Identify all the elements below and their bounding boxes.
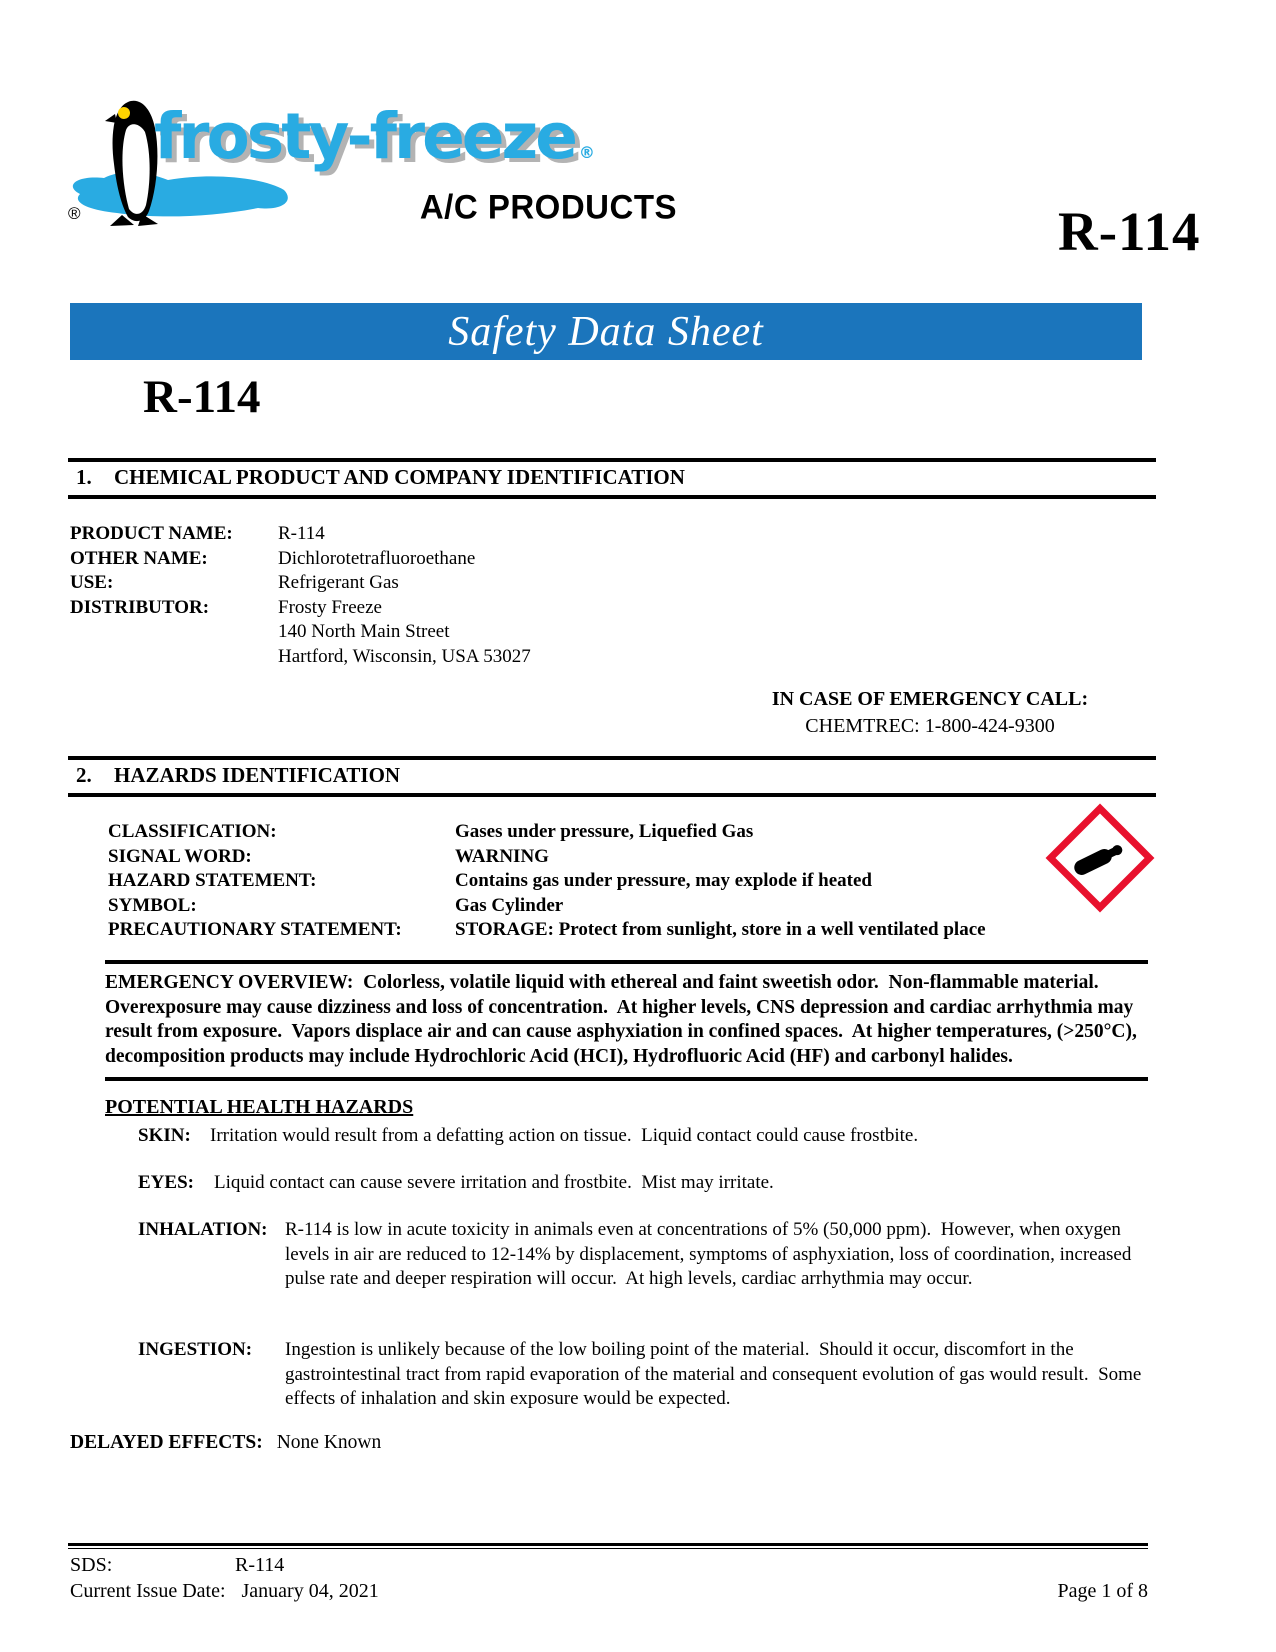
- field-value: Refrigerant Gas: [278, 572, 399, 593]
- distributor-address-line: 140 North Main Street: [278, 621, 450, 642]
- footer-issue-date-value: January 04, 2021: [241, 1580, 379, 1602]
- classification-label: HAZARD STATEMENT:: [108, 870, 317, 891]
- ghs-gas-cylinder-pictogram-icon: [1042, 800, 1158, 921]
- classification-row: [108, 820, 1048, 845]
- field-value: Dichlorotetrafluoroethane: [278, 547, 476, 569]
- classification-row: [108, 869, 1048, 894]
- classification-label: SIGNAL WORD:: [108, 845, 252, 867]
- classification-block: [108, 820, 1048, 943]
- registered-mark: ®: [68, 204, 81, 223]
- delayed-effects: [70, 1432, 381, 1454]
- banner-title: Safety Data Sheet: [448, 308, 764, 355]
- hazard-label: INGESTION:: [138, 1339, 253, 1360]
- section-1-title: CHEMICAL PRODUCT AND COMPANY IDENTIFICATION: [114, 465, 685, 489]
- classification-row: [108, 918, 1048, 943]
- classification-value: Gases under pressure, Liquefied Gas: [455, 821, 754, 842]
- section-2-title: HAZARDS IDENTIFICATION: [114, 763, 401, 787]
- brand-registered-mark: ®: [578, 143, 595, 162]
- hazard-text: Irritation would result from a defatting action on tissue. Liquid contact could cause frostbite.: [210, 1125, 919, 1146]
- field-row: [70, 547, 970, 572]
- hazard-label: SKIN:: [138, 1125, 191, 1146]
- footer-sds-value: R-114: [235, 1554, 285, 1576]
- brand-subtitle: A/C PRODUCTS: [419, 187, 677, 226]
- classification-value: WARNING: [455, 845, 549, 867]
- hazard-text: R-114 is low in acute toxicity in animals even at concentrations of 5% (50,000 ppm). However, when oxygen levels in air are reduced to 12-14% by displacement, symptoms of asphyxiation, loss of coordination, increased pulse rate and deeper respiration will occur. At high levels, cardiac arrhythmia may occur.: [285, 1219, 1137, 1289]
- field-row: [70, 596, 970, 621]
- company-logo: [62, 96, 702, 246]
- emergency-call-title: IN CASE OF EMERGENCY CALL:: [771, 688, 1089, 710]
- classification-value: STORAGE: Protect from sunlight, store in a well ventilated place: [455, 919, 986, 940]
- section-1-number: 1.: [76, 465, 92, 489]
- health-hazards-title: POTENTIAL HEALTH HAZARDS: [105, 1096, 414, 1118]
- emergency-call-block: [700, 686, 1160, 740]
- section-2-number: 2.: [76, 763, 92, 787]
- sds-banner: [70, 303, 1142, 360]
- product-heading: R-114: [143, 371, 261, 423]
- product-code-top-right: R-114: [1058, 201, 1201, 262]
- footer-date-row: [70, 1578, 1148, 1604]
- hazard-row-ingestion: [138, 1338, 1150, 1412]
- distributor-address-line: Hartford, Wisconsin, USA 53027: [278, 645, 531, 667]
- field-value: R-114: [278, 523, 325, 544]
- product-identification: [70, 522, 970, 669]
- field-label: USE:: [70, 572, 114, 593]
- brand-name-text: frosty-freeze: [154, 100, 575, 173]
- field-label: PRODUCT NAME:: [70, 523, 233, 544]
- section-1-header: [68, 458, 1156, 499]
- emergency-overview: EMERGENCY OVERVIEW: Colorless, volatile liquid with ethereal and faint sweetish odor. Non-flammable material. Overexposure may cause dizziness and loss of concentration. At higher levels, CNS depression and cardiac arrhythmia may result from exposure. Vapors displace air and can cause asphyxiation in confined spaces. At higher temperatures, (>250°C), decomposition products may include Hydrochloric Acid (HCI), Hydrofluoric Acid (HF) and carbonyl halides.: [105, 960, 1148, 1081]
- footer-divider: [68, 1543, 1148, 1549]
- hazard-row-eyes: [138, 1171, 1150, 1196]
- emergency-call-number: CHEMTREC: 1-800-424-9300: [805, 715, 1055, 737]
- brand-name: [154, 100, 699, 186]
- field-label: OTHER NAME:: [70, 547, 208, 569]
- footer-sds-row: [70, 1552, 1148, 1578]
- footer-sds-label: SDS:: [70, 1554, 113, 1576]
- section-2-header: [68, 756, 1156, 797]
- delayed-effects-label: DELAYED EFFECTS:: [70, 1432, 263, 1453]
- hazard-row-skin: [138, 1124, 1150, 1149]
- field-value: Frosty Freeze: [278, 596, 382, 618]
- delayed-effects-value: None Known: [276, 1432, 382, 1453]
- classification-label: CLASSIFICATION:: [108, 821, 277, 842]
- footer-issue-date-label: Current Issue Date:: [70, 1580, 226, 1602]
- classification-value: Gas Cylinder: [455, 894, 564, 916]
- hazard-text: Ingestion is unlikely because of the low boiling point of the material. Should it occur, discomfort in the gastrointestinal tract from rapid evaporation of the material and consequent evolution of gas would result. Some effects of inhalation and skin exposure would be expected.: [285, 1339, 1147, 1409]
- hazard-text: Liquid contact can cause severe irritation and frostbite. Mist may irritate.: [214, 1172, 774, 1193]
- field-row: [70, 522, 970, 547]
- classification-label: PRECAUTIONARY STATEMENT:: [108, 919, 402, 940]
- classification-row: [108, 845, 1048, 870]
- classification-label: SYMBOL:: [108, 894, 197, 916]
- field-label: DISTRIBUTOR:: [70, 596, 210, 618]
- footer-page-number: Page 1 of 8: [1057, 1580, 1148, 1602]
- field-row: [70, 571, 970, 596]
- hazard-label: INHALATION:: [138, 1219, 268, 1240]
- classification-value: Contains gas under pressure, may explode if heated: [455, 870, 872, 891]
- hazard-row-inhalation: [138, 1218, 1150, 1292]
- classification-row: [108, 894, 1048, 919]
- hazard-label: EYES:: [138, 1172, 194, 1193]
- page-footer: [70, 1552, 1148, 1604]
